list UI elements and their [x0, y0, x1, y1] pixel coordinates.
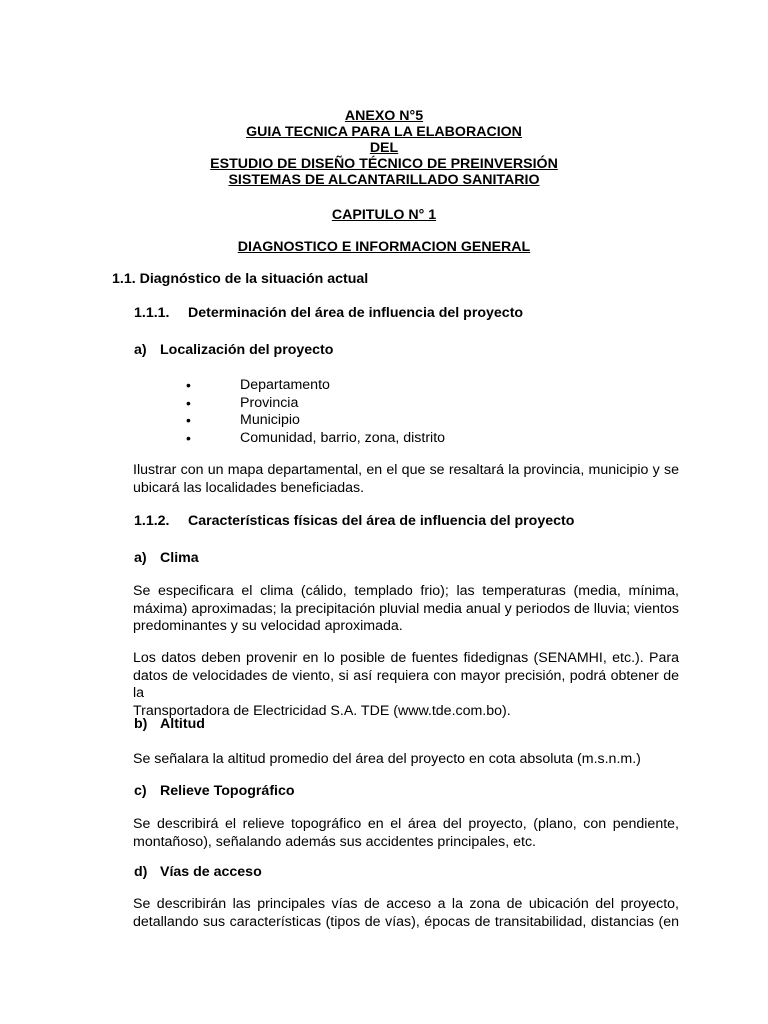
paragraph-clima: Se especificara el clima (cálido, templado frio); las temperaturas (media, mínima, máxima) aproximadas; la precipitación pluvial media anual y periodos de lluvia; vientos predominantes y su velocidad aproximada. [133, 583, 679, 634]
systems-title: SISTEMAS DE ALCANTARILLADO SANITARIO [228, 172, 540, 188]
section-1-1-1-heading: 1.1.1. Determinación del área de influencia del proyecto [134, 305, 524, 321]
study-title: ESTUDIO DE DISEÑO TÉCNICO DE PREINVERSIÓN [210, 156, 558, 172]
guide-title-del: DEL [369, 140, 399, 156]
section-1-1-2-heading: 1.1.2. Características físicas del área de influencia del proyecto [134, 513, 575, 529]
paragraph-vias: Se describirán las principales vías de acceso a la zona de ubicación del proyecto, detallando sus características (tipos de vías), épocas de transitabilidad, distancias (en [133, 896, 679, 930]
subsection-b-altitud: b) Altitud [134, 716, 205, 732]
title-block [0, 108, 768, 188]
paragraph-datos: Los datos deben provenir en lo posible de fuentes fidedignas (SENAMHI, etc.). Para datos de velocidades de viento, si así requiera con mayor precisión, podrá obtener de la Transportadora de Electricidad S.A. TDE (www.tde.com.bo). [133, 650, 679, 719]
chapter-heading: CAPITULO N° 1 [331, 207, 437, 223]
list-item: • Municipio [186, 412, 445, 430]
subsection-d-vias: d) Vías de acceso [134, 864, 262, 880]
subsection-a-clima: a) Clima [134, 550, 199, 566]
subsection-a-localizacion: a) Localización del proyecto [134, 342, 334, 358]
list-item: • Provincia [186, 395, 445, 413]
section-1-1-heading: 1.1. Diagnóstico de la situación actual [112, 271, 369, 287]
subsection-c-relieve: c) Relieve Topográfico [134, 783, 295, 799]
location-bullet-list [186, 377, 445, 448]
paragraph-altitud: Se señalara la altitud promedio del área del proyecto en cota absoluta (m.s.n.m.) [133, 751, 641, 767]
paragraph-mapa: Ilustrar con un mapa departamental, en el que se resaltará la provincia, municipio y se ubicará las localidades beneficiadas. [133, 462, 679, 496]
paragraph-relieve: Se describirá el relieve topográfico en el área del proyecto, (plano, con pendiente, montañoso), señalando además sus accidentes principales, etc. [133, 816, 679, 850]
guide-title: GUIA TECNICA PARA LA ELABORACION [246, 124, 522, 140]
list-item: • Comunidad, barrio, zona, distrito [186, 430, 445, 448]
chapter-title: DIAGNOSTICO E INFORMACION GENERAL [237, 239, 531, 255]
annex-title: ANEXO N°5 [344, 108, 424, 124]
list-item: • Departamento [186, 377, 445, 395]
